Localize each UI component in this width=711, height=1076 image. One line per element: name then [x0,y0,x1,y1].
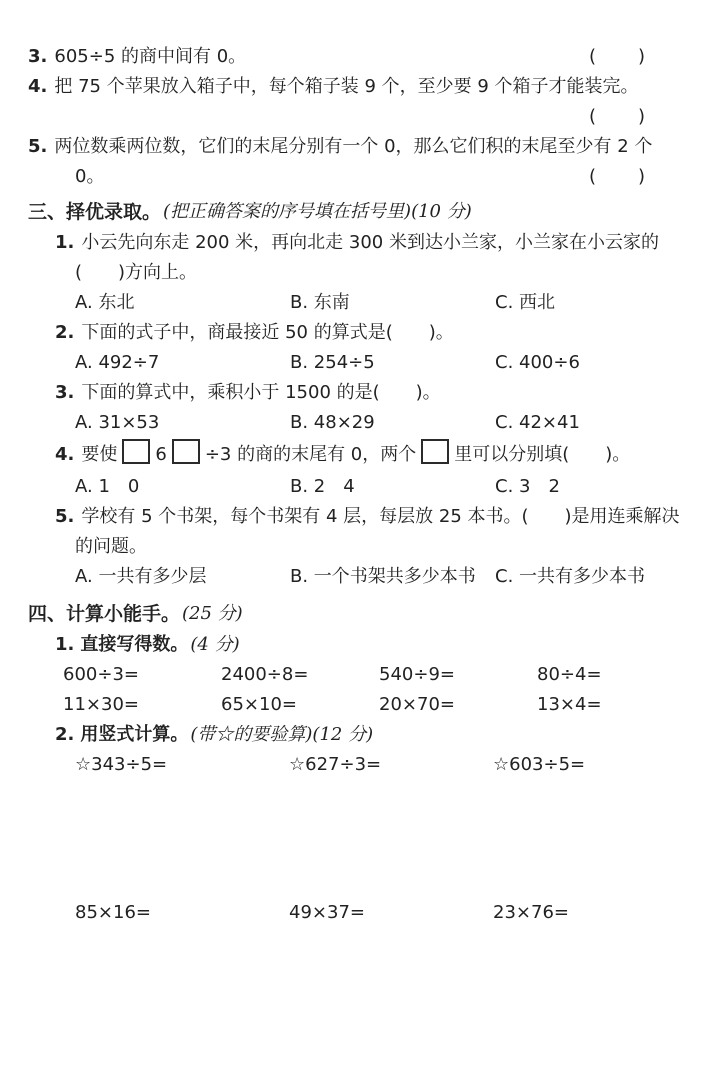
math-expression: ☆603÷5= [493,754,586,775]
math-expression: ☆627÷3= [289,754,382,775]
question-number: 3. [55,382,75,403]
multiplication-row [28,898,683,928]
vertical-calc-row [28,750,683,780]
choice-q3-options [28,408,683,438]
judge-item-5-continuation [28,162,683,192]
question-text: 小云先向东走 200 米，再向北走 300 米到达小兰家，小兰家在小云家的 [81,232,659,253]
question-number: 1. [55,232,75,253]
math-expression: 80÷4= [537,664,602,685]
question-text: ( )方向上。 [75,262,198,283]
subsection-title: 直接写得数。 [80,634,189,655]
blank-box [172,439,200,464]
math-expression: 49×37= [289,902,365,923]
mental-math-row-1 [28,660,683,690]
option-b: B. 一个书架共多少本书 [290,566,476,587]
judge-item-4 [28,72,683,102]
answer-bracket: ( ) [588,46,647,67]
option-c: C. 42×41 [495,412,580,433]
item-text: 两位数乘两位数，它们的末尾分别有一个 0，那么它们积的末尾至少有 2 个 [54,136,653,157]
question-text: 的问题。 [75,536,147,557]
subsection-title: 用竖式计算。 [80,724,189,745]
section-four-header [28,598,683,630]
option-c: C. 400÷6 [495,352,580,373]
math-expression: 23×76= [493,902,569,923]
choice-q5-continuation [28,532,683,562]
math-expression: 11×30= [63,694,139,715]
choice-q5 [28,502,683,532]
section-number: 三、 [28,201,67,223]
choice-q1-continuation [28,258,683,288]
math-expression: 65×10= [221,694,297,715]
blank-box [421,439,449,464]
option-b: B. 48×29 [290,412,375,433]
question-number: 2. [55,322,75,343]
question-number: 4. [55,444,75,465]
section-title: 择优录取。 [66,201,162,223]
item-number: 3. [28,46,48,67]
option-b: B. 254÷5 [290,352,375,373]
question-text: 下面的式子中，商最接近 50 的算式是( )。 [81,322,454,343]
item-text: 0。 [75,166,105,187]
judge-item-3 [28,42,683,72]
subsection-number: 2. [55,724,75,745]
choice-q4 [28,438,683,472]
answer-bracket: ( ) [588,106,647,127]
math-expression: 20×70= [379,694,455,715]
option-a: A. 一共有多少层 [75,566,207,587]
mental-math-row-2 [28,690,683,720]
option-c: C. 一共有多少本书 [495,566,646,587]
subsection-note: (带☆的要验算)(12 分) [190,724,374,745]
option-a: A. 492÷7 [75,352,160,373]
option-c: C. 西北 [495,292,556,313]
question-text: 要使 6 ÷3 的商的末尾有 0，两个 里可以分别填( )。 [81,438,630,472]
choice-q5-options [28,562,683,592]
math-expression: 2400÷8= [221,664,309,685]
subsection-number: 1. [55,634,75,655]
math-expression: ☆343÷5= [75,754,168,775]
option-a: A. 1 0 [75,476,140,497]
answer-bracket: ( ) [588,166,647,187]
item-text: 把 75 个苹果放入箱子中，每个箱子装 9 个，至少要 9 个箱子才能装完。 [54,76,639,97]
judge-item-4-bracket-line [28,102,683,132]
choice-q2 [28,318,683,348]
section-note: (25 分) [182,603,243,624]
choice-q3 [28,378,683,408]
choice-q1 [28,228,683,258]
question-number: 5. [55,506,75,527]
math-expression: 600÷3= [63,664,139,685]
choice-q1-options [28,288,683,318]
calc-sub1-header [28,630,683,660]
item-number: 5. [28,136,48,157]
item-text: 605÷5 的商中间有 0。 [54,46,247,67]
section-title: 计算小能手。 [66,603,181,625]
option-a: A. 31×53 [75,412,160,433]
choice-q4-options [28,472,683,502]
calc-sub2-header [28,720,683,750]
math-expression: 13×4= [537,694,602,715]
option-b: B. 2 4 [290,476,355,497]
item-number: 4. [28,76,48,97]
option-b: B. 东南 [290,292,350,313]
option-a: A. 东北 [75,292,135,313]
option-c: C. 3 2 [495,476,560,497]
section-three-header [28,196,683,228]
working-space [28,780,683,898]
judge-item-5 [28,132,683,162]
math-expression: 85×16= [75,902,151,923]
subsection-note: (4 分) [190,634,240,655]
math-expression: 540÷9= [379,664,455,685]
section-note: (把正确答案的序号填在括号里)(10 分) [163,201,472,222]
question-text: 下面的算式中，乘积小于 1500 的是( )。 [81,382,441,403]
section-number: 四、 [28,603,67,625]
blank-box [122,439,150,464]
question-text: 学校有 5 个书架，每个书架有 4 层，每层放 25 本书。( )是用连乘解决 [81,506,680,527]
choice-q2-options [28,348,683,378]
